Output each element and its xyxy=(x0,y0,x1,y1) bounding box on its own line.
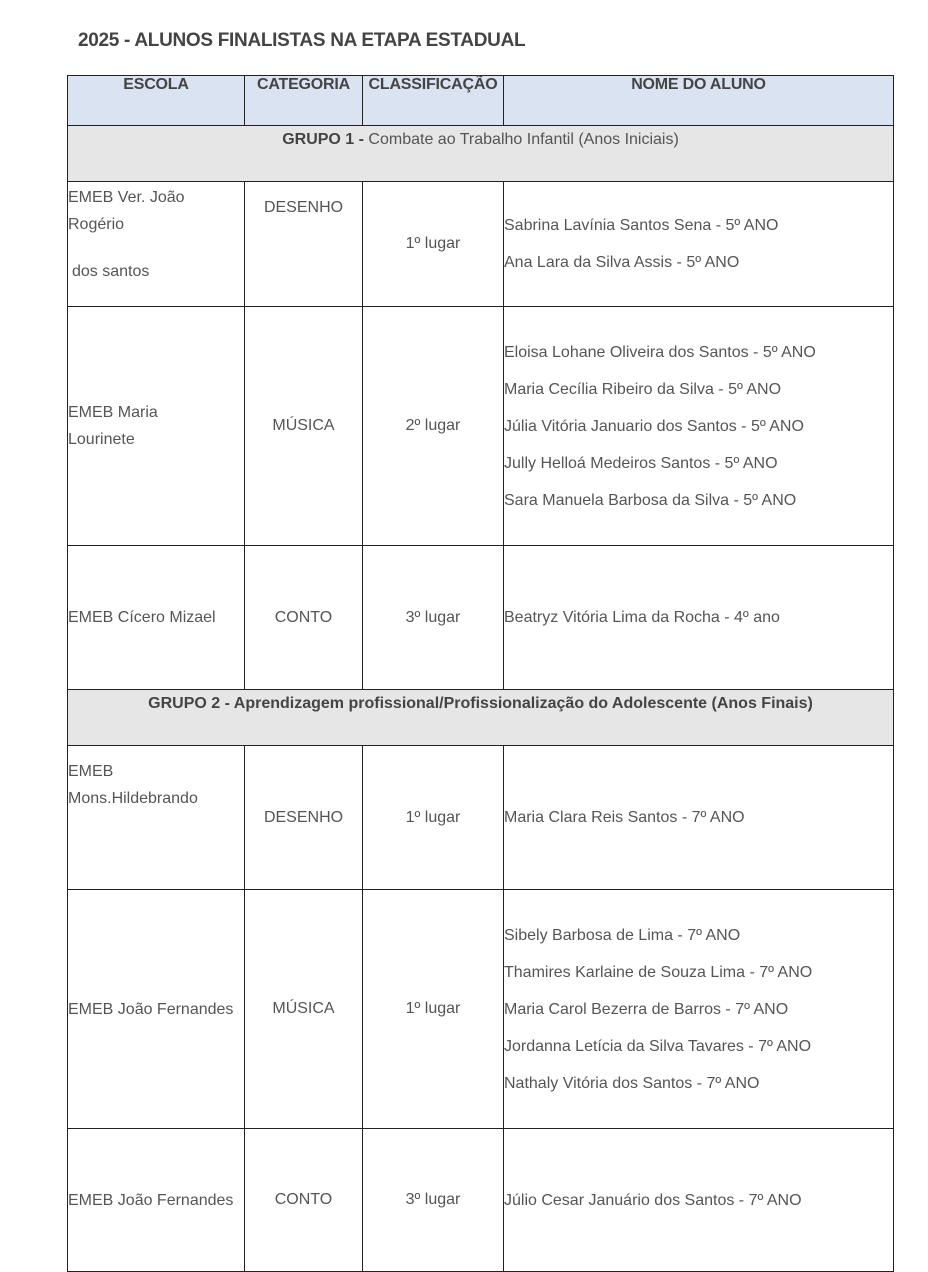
column-header-nome: NOME DO ALUNO xyxy=(504,76,894,126)
students-cell xyxy=(504,182,894,307)
school-name-line: Mons.Hildebrando xyxy=(68,790,198,807)
classification-cell: 1º lugar xyxy=(363,182,504,307)
category-cell: DESENHO xyxy=(245,746,363,890)
school-name-line: Lourinete xyxy=(68,431,135,448)
category-cell: DESENHO xyxy=(245,182,363,307)
students-cell xyxy=(504,746,894,890)
student-name: Maria Carol Bezerra de Barros - 7º ANO xyxy=(504,1000,789,1018)
student-name: Maria Clara Reis Santos - 7º ANO xyxy=(504,809,745,826)
school-name-line: EMEB Cícero Mizael xyxy=(68,609,216,626)
student-name: Maria Cecília Ribeiro da Silva - 5º ANO xyxy=(504,380,782,398)
school-name-line: EMEB xyxy=(68,763,114,780)
group-2-label xyxy=(68,690,894,746)
school-cell xyxy=(68,890,245,1129)
school-name-line: EMEB João Fernandes xyxy=(68,1191,234,1209)
column-header-classificacao: CLASSIFICAÇÃO xyxy=(363,76,504,126)
school-cell xyxy=(68,307,245,546)
classification-cell: 3º lugar xyxy=(363,1129,504,1272)
category-cell: MÚSICA xyxy=(245,307,363,546)
table-header-row xyxy=(68,76,894,126)
school-cell xyxy=(68,182,245,307)
classification-cell: 1º lugar xyxy=(363,746,504,890)
student-name: Sibely Barbosa de Lima - 7º ANO xyxy=(504,926,741,944)
table-row xyxy=(68,746,894,890)
table-row xyxy=(68,890,894,1129)
student-name: Beatryz Vitória Lima da Rocha - 4º ano xyxy=(504,609,780,626)
category-cell: MÚSICA xyxy=(245,890,363,1129)
group-1-label-text: Combate ao Trabalho Infantil (Anos Iniciais) xyxy=(363,131,679,148)
table-row xyxy=(68,307,894,546)
student-name: Thamires Karlaine de Souza Lima - 7º ANO xyxy=(504,963,813,981)
group-header-row xyxy=(68,690,894,746)
student-name: Jully Helloá Medeiros Santos - 5º ANO xyxy=(504,454,778,472)
student-name: Júlia Vitória Januario dos Santos - 5º ANO xyxy=(504,417,804,435)
student-name: Nathaly Vitória dos Santos - 7º ANO xyxy=(504,1074,760,1092)
school-cell xyxy=(68,1129,245,1272)
group-header-row xyxy=(68,126,894,182)
school-name-line: Rogério xyxy=(68,216,125,233)
table-row xyxy=(68,182,894,307)
student-name: Sara Manuela Barbosa da Silva - 5º ANO xyxy=(504,491,797,509)
student-name: Jordanna Letícia da Silva Tavares - 7º ANO xyxy=(504,1037,812,1055)
students-cell xyxy=(504,307,894,546)
group-1-label-bold: GRUPO 1 - xyxy=(282,131,364,148)
school-cell xyxy=(68,746,245,890)
school-name-line: EMEB João Fernandes xyxy=(68,1000,234,1018)
school-name-line: dos santos xyxy=(72,263,150,280)
classification-cell: 3º lugar xyxy=(363,546,504,690)
column-header-categoria: CATEGORIA xyxy=(245,76,363,126)
group-1-label xyxy=(68,126,894,182)
students-cell xyxy=(504,1129,894,1272)
school-cell xyxy=(68,546,245,690)
student-name: Ana Lara da Silva Assis - 5º ANO xyxy=(504,254,740,271)
student-name: Sabrina Lavínia Santos Sena - 5º ANO xyxy=(504,217,779,234)
student-name: Júlio Cesar Januário dos Santos - 7º ANO xyxy=(504,1191,802,1209)
students-cell xyxy=(504,546,894,690)
school-name-line: EMEB Maria xyxy=(68,404,158,421)
school-name-line: EMEB Ver. João xyxy=(68,189,185,206)
student-name: Eloisa Lohane Oliveira dos Santos - 5º ANO xyxy=(504,343,816,361)
table-row xyxy=(68,1129,894,1272)
category-cell: CONTO xyxy=(245,546,363,690)
classification-cell: 2º lugar xyxy=(363,307,504,546)
category-cell: CONTO xyxy=(245,1129,363,1272)
classification-cell: 1º lugar xyxy=(363,890,504,1129)
page-title: 2025 - ALUNOS FINALISTAS NA ETAPA ESTADUAL xyxy=(78,30,526,51)
group-2-label-bold: GRUPO 2 - Aprendizagem profissional/Profissionalização do Adolescente (Anos Finais) xyxy=(148,695,813,712)
table-row xyxy=(68,546,894,690)
students-cell xyxy=(504,890,894,1129)
finalists-table xyxy=(67,75,894,1272)
column-header-escola: ESCOLA xyxy=(68,76,245,126)
